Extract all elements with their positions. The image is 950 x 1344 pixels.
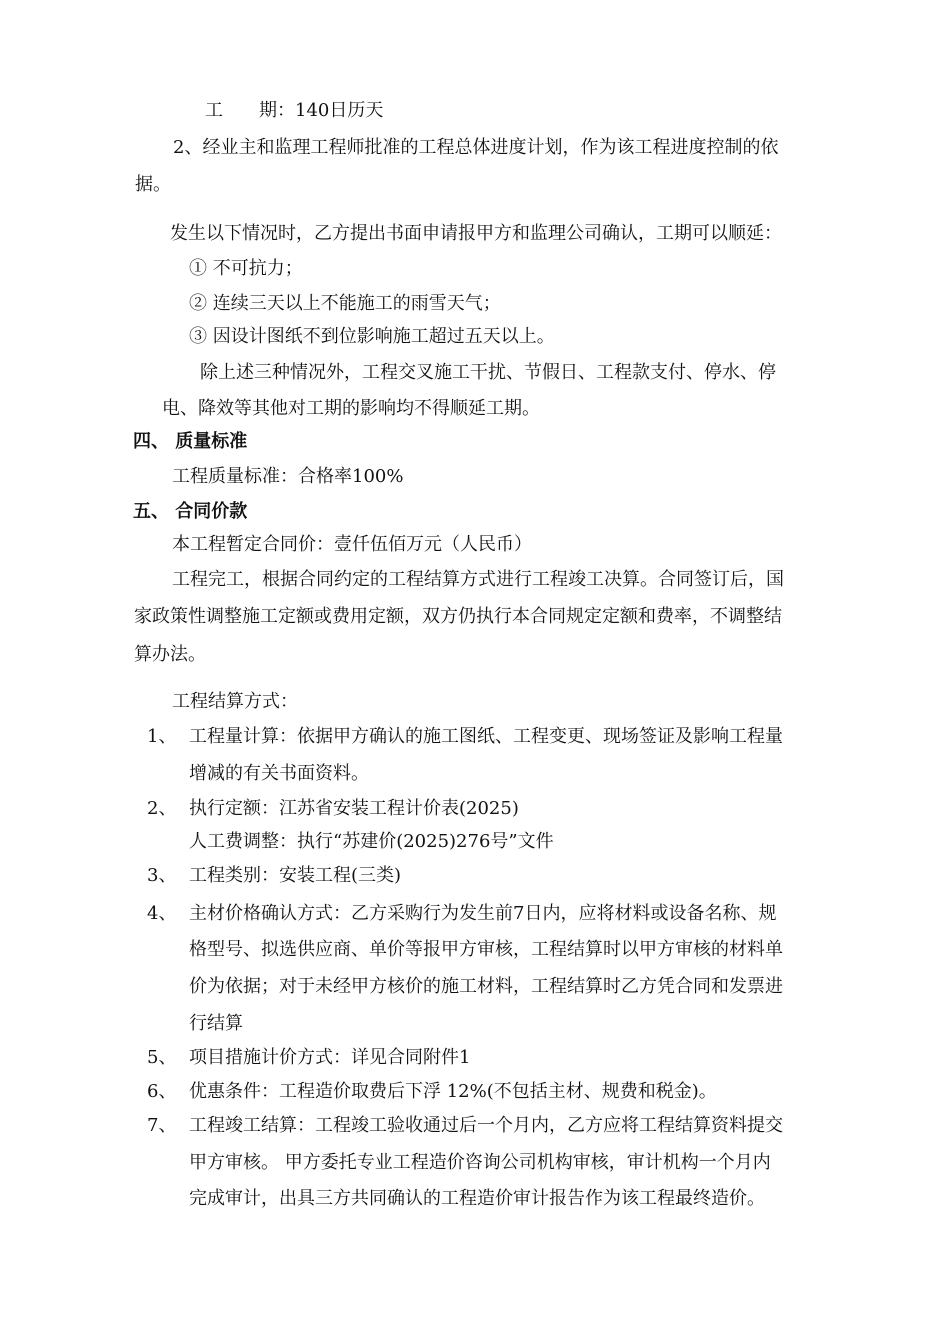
settlement-item-number: 6、 — [147, 1081, 177, 1102]
quality-standard-text: 工程质量标准：合格率100% — [172, 466, 404, 487]
settlement-item-number: 3、 — [147, 865, 177, 886]
extension-item-mark: ① — [189, 258, 207, 279]
schedule-para-line-1: 2、经业主和监理工程师批准的工程总体进度计划，作为该工程进度控制的依 — [173, 137, 779, 158]
extension-item-text: 连续三天以上不能施工的雨雪天气； — [212, 293, 501, 314]
settlement-item-text: 工程竣工结算：工程竣工验收通过后一个月内，乙方应将工程结算资料提交 — [189, 1115, 783, 1136]
settlement-item-text: 增减的有关书面资料。 — [189, 763, 369, 784]
settlement-item-text: 工程量计算：依据甲方确认的施工图纸、工程变更、现场签证及影响工程量 — [189, 726, 783, 747]
settlement-item-text: 主材价格确认方式：乙方采购行为发生前7日内，应将材料或设备名称、规 — [189, 903, 777, 924]
settlement-item-text: 行结算 — [189, 1013, 243, 1034]
settlement-item-text: 人工费调整：执行“苏建价(2025)276号”文件 — [189, 831, 554, 852]
settlement-item-text: 工程类别：安装工程(三类) — [189, 865, 402, 886]
extension-item-1 — [189, 257, 303, 281]
settlement-item-text: 格型号、拟选供应商、单价等报甲方审核，工程结算时以甲方审核的材料单 — [189, 939, 783, 960]
settlement-para-line-3: 算办法。 — [134, 644, 206, 665]
contract-price-text: 本工程暂定合同价：壹仟伍佰万元（人民币） — [172, 534, 532, 555]
extension-intro: 发生以下情况时，乙方提出书面申请报甲方和监理公司确认，工期可以顺延： — [170, 223, 782, 244]
settlement-item-number: 1、 — [147, 726, 177, 747]
duration-label: 工 期： — [205, 100, 295, 121]
settlement-item-text: 项目措施计价方式：详见合同附件1 — [189, 1047, 471, 1068]
section-4-heading: 四、 质量标准 — [133, 431, 248, 452]
extension-item-text: 不可抗力； — [212, 258, 303, 279]
settlement-method-title: 工程结算方式： — [172, 691, 298, 712]
settlement-item-number: 2、 — [147, 798, 177, 819]
extension-exclusion-line-2: 电、降效等其他对工期的影响均不得顺延工期。 — [162, 398, 540, 419]
settlement-para-line-1: 工程完工，根据合同约定的工程结算方式进行工程竣工决算。合同签订后，国 — [172, 569, 784, 590]
extension-exclusion-line-1: 除上述三种情况外，工程交叉施工干扰、节假日、工程款支付、停水、停 — [200, 362, 776, 383]
extension-item-3 — [189, 325, 555, 349]
settlement-para-line-2: 家政策性调整施工定额或费用定额，双方仍执行本合同规定定额和费率，不调整结 — [134, 606, 782, 627]
section-5-heading: 五、 合同价款 — [133, 501, 248, 522]
extension-item-2 — [189, 292, 501, 316]
settlement-item-text: 甲方审核。 甲方委托专业工程造价咨询公司机构审核，审计机构一个月内 — [189, 1152, 771, 1173]
extension-item-mark: ③ — [189, 326, 207, 347]
schedule-para-line-2: 据。 — [135, 174, 171, 195]
settlement-item-text: 价为依据；对于未经甲方核价的施工材料，工程结算时乙方凭合同和发票进 — [189, 976, 783, 997]
settlement-item-number: 7、 — [147, 1115, 177, 1136]
settlement-item-number: 4、 — [147, 903, 177, 924]
extension-item-text: 因设计图纸不到位影响施工超过五天以上。 — [212, 326, 555, 347]
duration-line — [205, 99, 383, 123]
settlement-item-number: 5、 — [147, 1047, 177, 1068]
duration-value: 140日历天 — [295, 100, 384, 121]
settlement-item-text: 优惠条件：工程造价取费后下浮 12%(不包括主材、规费和税金)。 — [189, 1081, 717, 1102]
settlement-item-text: 执行定额：江苏省安装工程计价表(2025) — [189, 798, 519, 819]
settlement-item-text: 完成审计，出具三方共同确认的工程造价审计报告作为该工程最终造价。 — [189, 1188, 765, 1209]
extension-item-mark: ② — [189, 293, 207, 314]
